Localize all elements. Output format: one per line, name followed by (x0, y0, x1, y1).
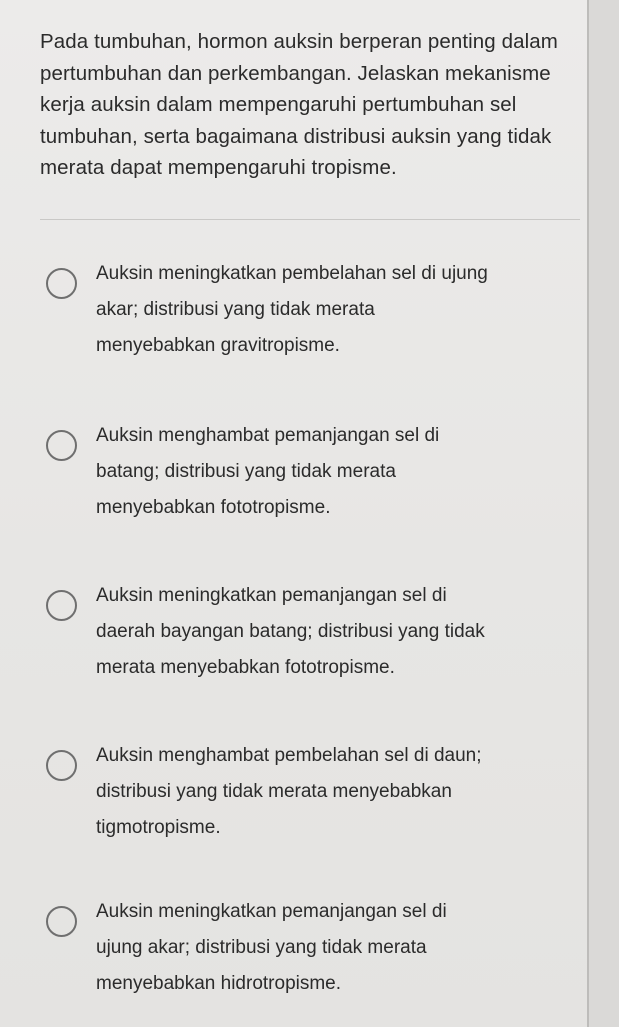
option-3[interactable] (46, 578, 576, 698)
option-1[interactable] (46, 256, 576, 376)
radio-button-icon[interactable] (46, 430, 77, 461)
option-5[interactable] (46, 894, 576, 1014)
option-label: Auksin meningkatkan pemanjangan sel di ujung akar; distribusi yang tidak merata menyebabkan hidrotropisme. (96, 901, 447, 994)
radio-button-icon[interactable] (46, 750, 77, 781)
option-2[interactable] (46, 418, 576, 538)
side-margin (589, 0, 619, 1027)
radio-button-icon[interactable] (46, 590, 77, 621)
option-label: Auksin menghambat pembelahan sel di daun; distribusi yang tidak merata menyebabkan tigmotropisme. (96, 745, 482, 838)
option-label: Auksin meningkatkan pemanjangan sel di daerah bayangan batang; distribusi yang tidak merata menyebabkan fototropisme. (96, 585, 485, 678)
option-4[interactable] (46, 738, 576, 858)
radio-button-icon[interactable] (46, 268, 77, 299)
option-label: Auksin meningkatkan pembelahan sel di ujung akar; distribusi yang tidak merata menyebabkan gravitropisme. (96, 263, 488, 356)
divider (40, 219, 580, 220)
question-text: Pada tumbuhan, hormon auksin berperan penting dalam pertumbuhan dan perkembangan. Jelaskan mekanisme kerja auksin dalam mempengaruhi pertumbuhan sel tumbuhan, serta bagaimana distribusi auksin yang tidak merata dapat mempengaruhi tropisme. (40, 30, 558, 180)
radio-button-icon[interactable] (46, 906, 77, 937)
option-label: Auksin menghambat pemanjangan sel di batang; distribusi yang tidak merata menyebabkan fototropisme. (96, 425, 440, 518)
